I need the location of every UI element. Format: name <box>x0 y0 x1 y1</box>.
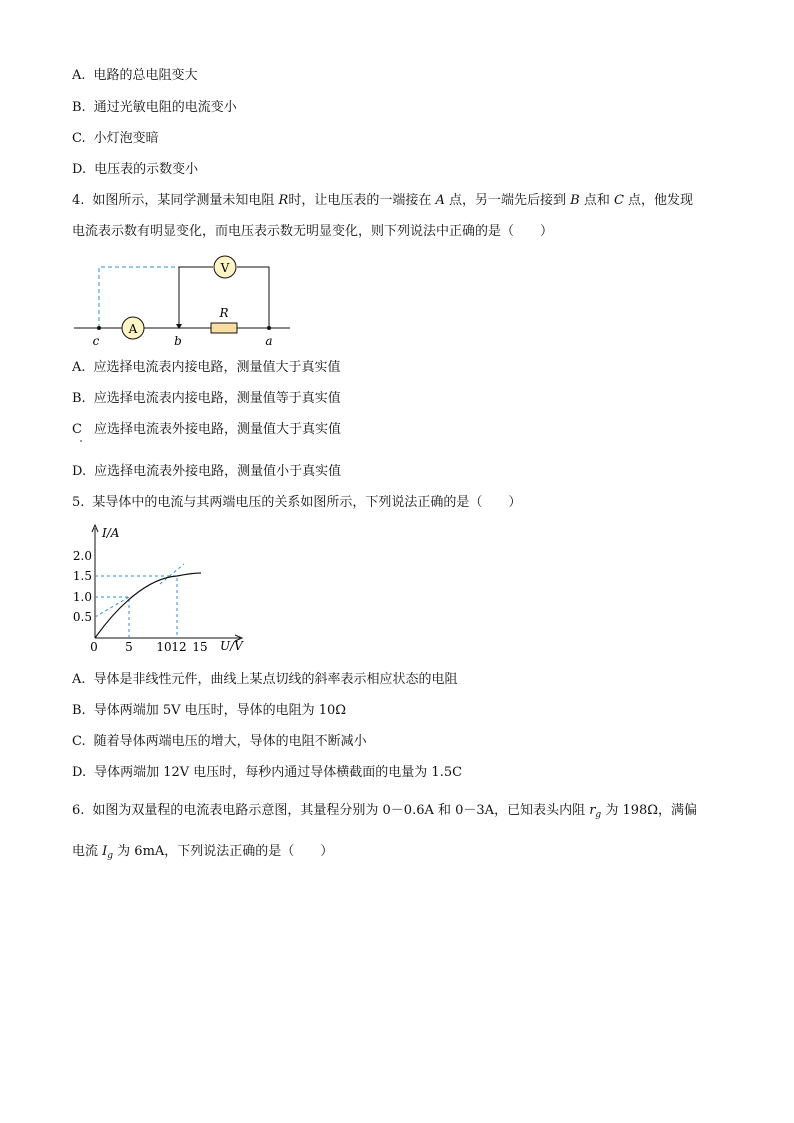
y-tick-0-5: 0.5 <box>72 610 92 624</box>
stray-mark <box>80 440 82 442</box>
q4-option-b <box>72 390 341 408</box>
tangent-at-5v <box>95 597 129 617</box>
y-tick-2-0: 2.0 <box>72 549 92 563</box>
circuit-diagram <box>72 254 294 350</box>
option-text: 电压表的示数变小 <box>94 162 199 177</box>
option-text: 通过光敏电阻的电流变小 <box>93 100 237 115</box>
y-tick-1-5: 1.5 <box>72 569 92 583</box>
q4-stem-line1 <box>72 192 693 210</box>
option-text: 小灯泡变暗 <box>93 131 159 146</box>
node-b-label: b <box>174 334 182 348</box>
q4-text-e: 点，他发现 <box>623 193 694 208</box>
q6-ig-subscript: g <box>107 851 114 861</box>
q6-text-d: 为 6mA，下列说法正确的是（ ） <box>113 844 334 859</box>
x-tick-12: 12 <box>171 640 187 652</box>
q3-option-a <box>72 67 198 85</box>
option-label: D. <box>72 162 87 177</box>
option-label: A. <box>72 672 86 687</box>
q4-text-d: 点和 <box>579 193 614 208</box>
q4-point-a: A <box>435 193 445 208</box>
node-a-label: a <box>265 334 273 348</box>
y-axis-label: I/A <box>102 526 120 540</box>
q5-option-c <box>72 733 367 751</box>
q5-text: 某导体中的电流与其两端电压的关系如图所示，下列说法正确的是（ ） <box>92 495 522 510</box>
resistor-label: R <box>219 306 229 320</box>
option-text: 应选择电流表内接电路，测量值大于真实值 <box>93 360 341 375</box>
q3-option-d <box>72 161 198 179</box>
option-label: D. <box>72 464 87 479</box>
option-text: 导体两端加 5V 电压时，导体的电阻为 10Ω <box>93 703 347 718</box>
node-a-dot <box>267 326 271 330</box>
option-label: A. <box>72 68 86 83</box>
voltmeter-right-wire <box>237 267 269 328</box>
q6-text-c: 电流 <box>72 844 103 859</box>
q6-rg-subscript: g <box>595 810 602 820</box>
q3-option-b <box>72 99 237 117</box>
option-label: A. <box>72 360 86 375</box>
q5-option-b <box>72 702 346 720</box>
x-tick-10: 10 <box>156 640 172 652</box>
q4-option-d <box>72 463 341 481</box>
q4-text-b: 时，让电压表的一端接在 <box>288 193 436 208</box>
option-label: B. <box>72 703 86 718</box>
node-c-dot <box>97 326 101 330</box>
option-text: 应选择电流表外接电路，测量值小于真实值 <box>94 464 342 479</box>
q4-text-a: 如图所示，某同学测量未知电阻 <box>92 193 279 208</box>
q4-text-c: 点，另一端先后接到 <box>444 193 571 208</box>
q6-text-b: 为 198Ω，满偏 <box>601 803 698 818</box>
option-text: 应选择电流表内接电路，测量值等于真实值 <box>93 391 341 406</box>
guide-12v <box>95 576 177 638</box>
q5-option-d <box>72 764 462 782</box>
resistor-symbol <box>211 323 237 333</box>
q6-stem-line2 <box>72 843 333 865</box>
option-text: 导体是非线性元件，曲线上某点切线的斜率表示相应状态的电阻 <box>93 672 458 687</box>
voltmeter-left-wire <box>179 267 213 328</box>
x-tick-0: 0 <box>90 640 98 652</box>
option-label: B. <box>72 100 86 115</box>
tangent-at-12v <box>160 564 184 584</box>
q4-point-b: B <box>570 193 580 208</box>
node-c-label: c <box>92 334 100 348</box>
q4-var-r: R <box>278 193 289 208</box>
q3-option-c <box>72 130 159 148</box>
q4-option-c <box>72 421 341 439</box>
q4-point-c: C <box>613 193 624 208</box>
option-label: B. <box>72 391 86 406</box>
voltmeter-symbol <box>214 256 236 278</box>
x-tick-15: 15 <box>192 640 208 652</box>
q6-rg-symbol: r <box>589 803 596 818</box>
ammeter-label: A <box>128 322 138 336</box>
option-label: C. <box>72 131 86 146</box>
iu-curve <box>95 573 201 638</box>
q5-stem <box>72 494 521 512</box>
voltmeter-label: V <box>220 261 230 275</box>
option-text: 随着导体两端电压的增大，导体的电阻不断减小 <box>93 734 367 749</box>
option-text: 导体两端加 12V 电压时，每秒内通过导体横截面的电量为 1.5C <box>94 765 463 780</box>
option-label: C. <box>72 734 86 749</box>
y-tick-1-0: 1.0 <box>72 590 92 604</box>
question-number: 4. <box>72 193 85 208</box>
q4-stem-line2: 电流表示数有明显变化，而电压表示数无明显变化，则下列说法中正确的是（ ） <box>72 224 554 239</box>
option-label: D. <box>72 765 87 780</box>
q4-option-a <box>72 359 341 377</box>
q6-text-a: 如图为双量程的电流表电路示意图，其量程分别为 0－0.6A 和 0－3A，已知表头内阻 <box>92 803 590 818</box>
ammeter-symbol <box>122 317 144 339</box>
iu-graph <box>72 522 252 652</box>
question-number: 6. <box>72 803 85 818</box>
q6-stem-line1 <box>72 802 697 824</box>
question-number: 5. <box>72 495 85 510</box>
option-text: 电路的总电阻变大 <box>93 68 198 83</box>
q5-option-a <box>72 671 458 689</box>
q6-ig-symbol: I <box>102 844 108 859</box>
x-axis-label: U/V <box>220 639 243 652</box>
option-text: 应选择电流表外接电路，测量值大于真实值 <box>93 422 341 437</box>
option-label: C <box>72 422 82 437</box>
x-tick-5: 5 <box>125 640 133 652</box>
